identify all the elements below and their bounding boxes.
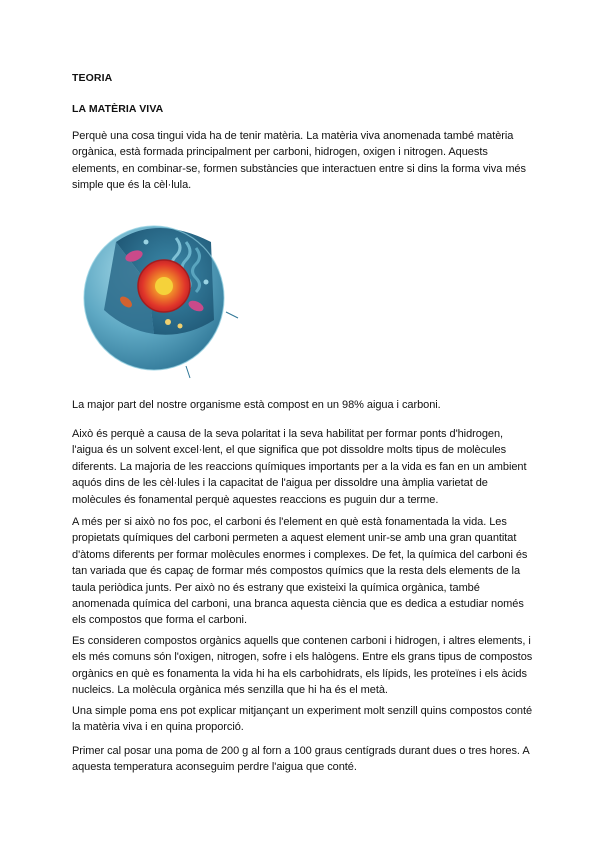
paragraph-apple: Una simple poma ens pot explicar mitjançant un experiment molt senzill quins compostos conté la matèria viva i en quina proporció. <box>72 705 533 734</box>
section-title: TEORIA <box>72 72 113 84</box>
paragraph-organic-compounds: Es consideren compostos orgànics aquells que contenen carboni i hidrogen, i altres elements, i els més comuns són l'oxigen, nitrogen, sofre i els halògens. Entre els grans tipus de compostos orgànics en què es fonamenta la vida hi ha els carbohidrats, els lípids, les proteïnes i els àcids nucleics. La molècula orgànica més senzilla que hi ha és el metà. <box>72 635 533 697</box>
animal-cell-illustration-icon <box>76 202 246 382</box>
page-subtitle: LA MATÈRIA VIVA <box>72 103 164 115</box>
paragraph-carbon: A més per si això no fos poc, el carboni és l'element en què està fonamentada la vida. Les propietats químiques del carboni permeten a aquest element unir-se amb una gran quantitat d'àtoms diferents per formar molècules enormes i complexes. De fet, la química del carboni és tan variada que és capaç de formar més compostos químics que la resta dels elements de la taula periòdica junts. Per això no és estrany que existeixi la química orgànica, també anomenada química del carboni, una branca aquesta ciència que es dedica a estudiar només els compostos que forma el carboni. <box>72 516 528 627</box>
paragraph-98-percent: La major part del nostre organisme està compost en un 98% aigua i carboni. <box>72 399 441 411</box>
paragraph-intro: Perquè una cosa tingui vida ha de tenir matèria. La matèria viva anomenada també matèria orgànica, està formada principalment per carboni, hidrogen, oxigen i nitrogen. Aquests elements, en combinar-se, formen substàncies que interactuen entre si dins la forma viva més simple que és la cèl·lula. <box>72 130 526 192</box>
paragraph-oven: Primer cal posar una poma de 200 g al forn a 100 graus centígrads durant dues o tres hores. A aquesta temperatura aconseguim perdre l'aigua que conté. <box>72 745 530 774</box>
paragraph-water: Això és perquè a causa de la seva polaritat i la seva habilitat per formar ponts d'hidrogen, l'aigua és un solvent excel·lent, el que significa que pot dissoldre molts tipus de molècules diferents. La majoria de les reaccions químiques importants per a la vida es fan en un ambient aquós dins de les cèl·lules i la capacitat de l'aigua per dissoldre una àmplia varietat de molècules és fonamental perquè aquestes reaccions es puguin dur a terme. <box>72 428 527 506</box>
